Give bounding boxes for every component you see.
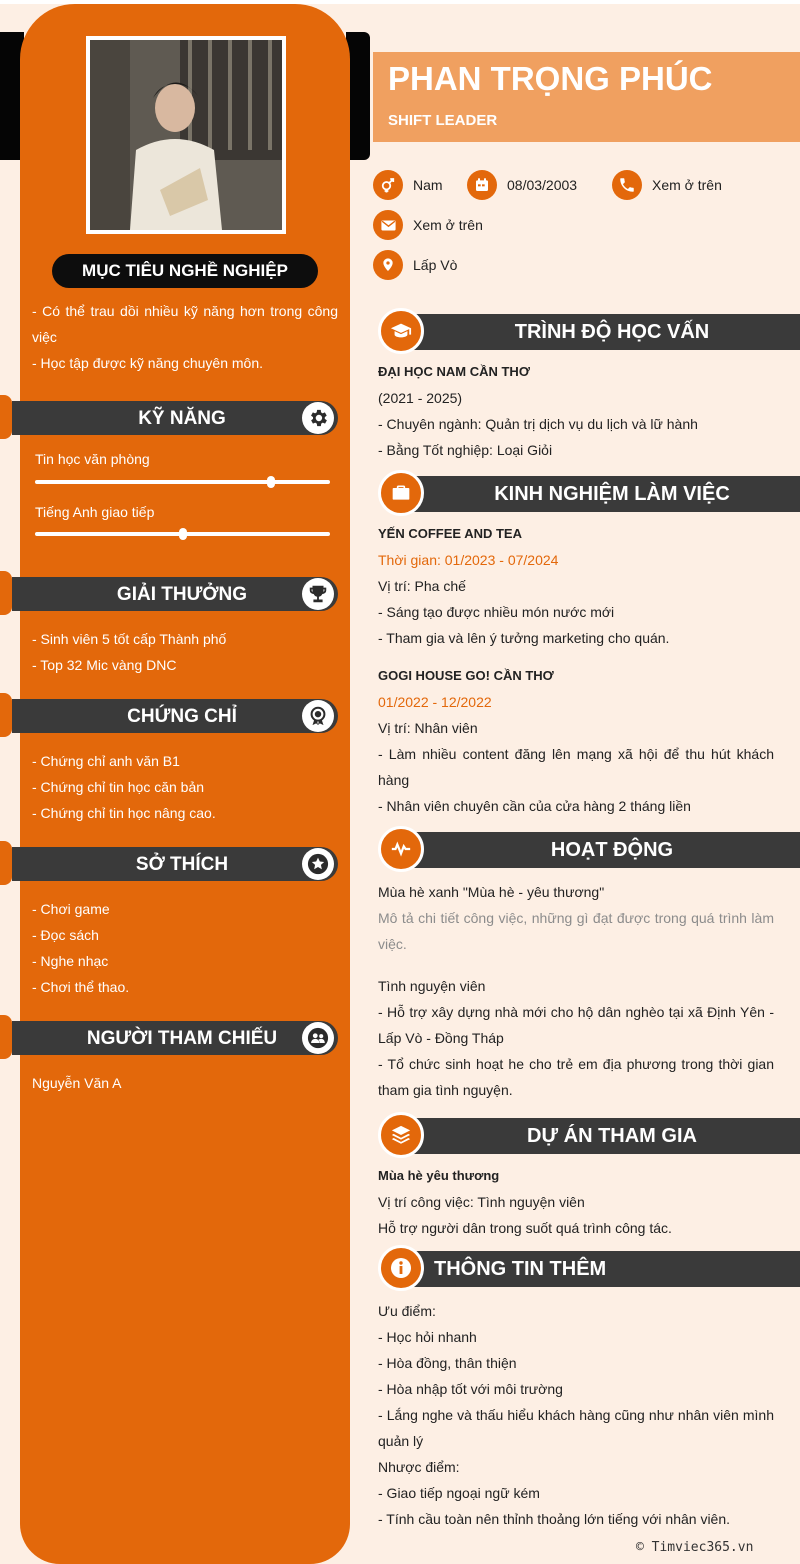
- list-item: - Nghe nhạc: [32, 953, 109, 969]
- objective-line: - Có thể trau dồi nhiều kỹ năng hơn trong công việc: [32, 303, 338, 345]
- list-item: - Chứng chỉ tin học căn bản: [32, 779, 205, 795]
- dob-info: [467, 169, 577, 201]
- education-heading: [378, 308, 800, 352]
- references-list: [32, 1070, 338, 1096]
- email-info: [373, 209, 483, 241]
- references-heading-label: NGƯỜI THAM CHIẾU: [86, 1028, 278, 1049]
- extra-line: - Giao tiếp ngoại ngữ kém: [378, 1485, 540, 1501]
- project-line: Vị trí công việc: Tình nguyện viên: [378, 1194, 585, 1210]
- heading-tick: [0, 571, 12, 615]
- job-entry: [378, 521, 774, 651]
- list-item: - Top 32 Mic vàng DNC: [32, 657, 177, 673]
- job-line: - Làm nhiều content đăng lên mạng xã hội để thu hút khách hàng: [378, 746, 774, 788]
- job-position: Vị trí: Pha chế: [378, 578, 466, 594]
- job-line: - Tham gia và lên ý tưởng marketing cho quán.: [378, 630, 670, 646]
- list-item: - Chứng chỉ tin học nâng cao.: [32, 805, 216, 821]
- heading-tick: [0, 395, 12, 439]
- awards-heading: [0, 577, 338, 611]
- phone-info: [612, 169, 722, 201]
- awards-heading-label: GIẢI THƯỞNG: [116, 584, 248, 605]
- graduation-cap-icon: [378, 308, 424, 354]
- copyright-text: © Timviec365.vn: [636, 1540, 754, 1555]
- skill-level-marker: [179, 528, 187, 540]
- gender-info: [373, 169, 443, 201]
- phone-value: Xem ở trên: [652, 177, 722, 193]
- extra-content: [378, 1298, 774, 1532]
- list-item: - Đọc sách: [32, 927, 99, 943]
- list-item: Nguyễn Văn A: [32, 1075, 122, 1091]
- extra-line: - Hòa đồng, thân thiện: [378, 1355, 517, 1371]
- skill-level-marker: [267, 476, 275, 488]
- extra-heading: [378, 1245, 800, 1289]
- calendar-icon: [467, 170, 497, 200]
- experience-heading: [378, 470, 800, 514]
- job-time: Thời gian: 01/2023 - 07/2024: [378, 552, 559, 568]
- objective-text: [32, 298, 338, 376]
- activity-entry: [378, 879, 774, 957]
- pulse-icon: [378, 826, 424, 872]
- list-item: - Chứng chỉ anh văn B1: [32, 753, 180, 769]
- project-name: Mùa hè yêu thương: [378, 1168, 500, 1183]
- certificates-heading: [0, 699, 338, 733]
- activity-entry: [378, 973, 774, 1103]
- extra-line: Nhược điểm:: [378, 1459, 460, 1475]
- list-item: - Chơi thể thao.: [32, 979, 130, 995]
- certificates-heading-label: CHỨNG CHỈ: [127, 706, 237, 727]
- profile-photo: [86, 36, 286, 234]
- layers-icon: [378, 1112, 424, 1158]
- extra-line: Ưu điểm:: [378, 1303, 436, 1319]
- skills-heading-label: KỸ NĂNG: [138, 408, 226, 429]
- activities-heading-label: HOẠT ĐỘNG: [550, 839, 674, 861]
- certificates-list: [32, 748, 338, 826]
- projects-heading: [378, 1112, 800, 1156]
- skills-heading: [0, 401, 338, 435]
- briefcase-icon: [378, 470, 424, 516]
- gender-value: Nam: [413, 177, 443, 193]
- job-line: - Sáng tạo được nhiều món nước mới: [378, 604, 615, 620]
- heading-tick: [0, 693, 12, 737]
- education-heading-label: TRÌNH ĐỘ HỌC VẤN: [514, 321, 710, 343]
- info-icon: [378, 1245, 424, 1291]
- users-icon: [302, 1022, 334, 1054]
- awards-list: [32, 626, 338, 678]
- hobbies-heading: [0, 847, 338, 881]
- job-entry: [378, 663, 774, 819]
- activity-name: Tình nguyện viên: [378, 978, 486, 994]
- heading-tick: [0, 841, 12, 885]
- job-position: Vị trí: Nhân viên: [378, 720, 478, 736]
- gear-icon: [302, 402, 334, 434]
- activity-description: Mô tả chi tiết công việc, những gì đạt được trong quá trình làm việc.: [378, 910, 774, 952]
- job-line: - Nhân viên chuyên cần của cửa hàng 2 tháng liền: [378, 798, 691, 814]
- activity-name: Mùa hè xanh "Mùa hè - yêu thương": [378, 884, 605, 900]
- hobbies-heading-label: SỞ THÍCH: [135, 854, 229, 875]
- education-line: - Chuyên ngành: Quản trị dịch vụ du lịch và lữ hành: [378, 416, 698, 432]
- dob-value: 08/03/2003: [507, 177, 578, 193]
- references-heading: [0, 1021, 338, 1055]
- extra-line: - Tính cầu toàn nên thỉnh thoảng lớn tiếng với nhân viên.: [378, 1511, 731, 1527]
- activity-line: - Tổ chức sinh hoạt he cho trẻ em địa phương trong thời gian tham gia tình nguyện.: [378, 1056, 774, 1098]
- email-value: Xem ở trên: [413, 217, 483, 233]
- experience-heading-label: KINH NGHIỆM LÀM VIỆC: [494, 483, 730, 505]
- skill-bar: [35, 532, 330, 536]
- extra-line: - Lắng nghe và thấu hiểu khách hàng cũng như nhân viên mình quản lý: [378, 1407, 774, 1449]
- phone-icon: [612, 170, 642, 200]
- job-time: 01/2022 - 12/2022: [378, 694, 492, 710]
- candidate-role: SHIFT LEADER: [388, 112, 498, 129]
- education-content: [378, 359, 774, 463]
- education-line: - Bằng Tốt nghiệp: Loại Giỏi: [378, 442, 553, 458]
- activity-line: - Hỗ trợ xây dựng nhà mới cho hộ dân nghèo tại xã Định Yên - Lấp Vò - Đồng Tháp: [378, 1004, 774, 1046]
- activities-heading: [378, 826, 800, 870]
- medal-icon: [302, 700, 334, 732]
- skill-bar: [35, 480, 330, 484]
- gender-icon: [373, 170, 403, 200]
- objective-line: - Học tập được kỹ năng chuyên môn.: [32, 355, 263, 371]
- company-name: YẾN COFFEE AND TEA: [378, 526, 522, 541]
- project-line: Hỗ trợ người dân trong suốt quá trình công tác.: [378, 1220, 672, 1236]
- company-name: GOGI HOUSE GO! CẦN THƠ: [378, 668, 554, 683]
- star-icon: [302, 848, 334, 880]
- list-item: - Sinh viên 5 tốt cấp Thành phố: [32, 631, 227, 647]
- project-entry: [378, 1163, 774, 1241]
- education-period: (2021 - 2025): [378, 390, 463, 406]
- extra-line: - Hòa nhập tốt với môi trường: [378, 1381, 563, 1397]
- objective-heading: MỤC TIÊU NGHỀ NGHIỆP: [52, 254, 318, 288]
- school-name: ĐẠI HỌC NAM CẦN THƠ: [378, 364, 530, 379]
- location-pin-icon: [373, 250, 403, 280]
- hobbies-list: [32, 896, 338, 1000]
- candidate-name: PHAN TRỌNG PHÚC: [388, 60, 713, 97]
- skill-name: Tiếng Anh giao tiếp: [35, 504, 155, 520]
- cv-page: [0, 4, 800, 1564]
- address-info: [373, 249, 457, 281]
- portrait-image: [90, 40, 282, 230]
- skill-name: Tin học văn phòng: [35, 451, 150, 467]
- extra-heading-label: THÔNG TIN THÊM: [434, 1258, 607, 1280]
- address-value: Lấp Vò: [413, 257, 458, 273]
- heading-tick: [0, 1015, 12, 1059]
- extra-line: - Học hỏi nhanh: [378, 1329, 477, 1345]
- trophy-icon: [302, 578, 334, 610]
- list-item: - Chơi game: [32, 901, 110, 917]
- email-icon: [373, 210, 403, 240]
- projects-heading-label: DỰ ÁN THAM GIA: [527, 1125, 697, 1147]
